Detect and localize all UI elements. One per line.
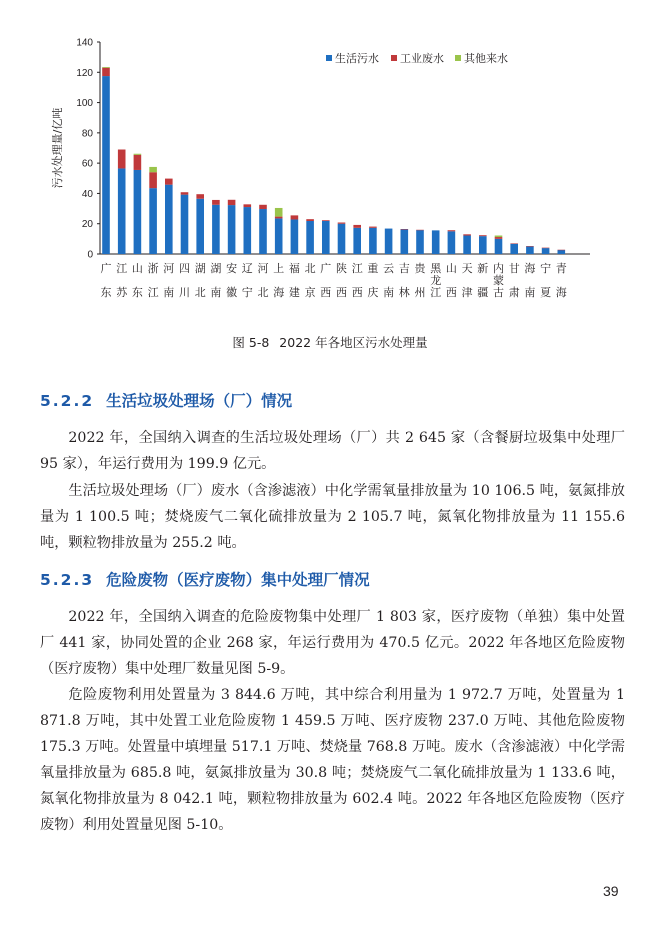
paragraph: 2022 年，全国纳入调查的生活垃圾处理场（厂）共 2 645 家（含餐厨垃圾集中处理厂 95 家），年运行费用为 199.9 亿元。 [40,430,625,472]
bar-industrial [196,194,204,199]
bar-domestic [510,244,518,254]
y-tick-label: 40 [81,188,93,200]
x-tick-label: 西 [336,286,347,299]
bar-domestic [448,231,456,254]
x-tick-label: 州 [414,286,426,299]
bar-domestic [228,205,236,254]
bar-other [275,208,283,217]
bar-domestic [542,248,550,254]
x-tick-label: 上 [273,262,285,275]
bar-industrial [338,223,346,224]
section-number: 5.2.3 [40,571,95,589]
bar-other [149,167,157,172]
bar-domestic [479,236,487,254]
x-tick-label: 福 [288,262,300,275]
x-tick-label: 新 [477,262,489,275]
x-tick-label: 宁 [241,286,253,299]
legend-label: 生活污水 [335,52,379,65]
y-tick-label: 100 [76,98,93,110]
x-tick-label: 夏 [540,286,552,299]
bar-domestic [401,229,409,254]
paragraph: 危险废物利用处置量为 3 844.6 万吨，其中综合利用量为 1 972.7 万吨，处置量为 1 871.8 万吨，其中处置工业危险废物 1 459.5 万吨、医疗废物 237.0 万吨、其他危险废物 175.3 万吨。处置量中填埋量 517.1 万吨、焚烧量 768.8 万吨。废水（含渗滤液）中化学需氧量排放量为 685.8 吨，氨氮排放量为 30.8 吨；焚烧废气二氧化硫排放量为 1 133.6 吨，氮氧化物排放量为 8 042.1 吨，颗粒物排放量为 602.4 吨。2022 年各地区危险废物（医疗废物）利用处置量见图 5-10。 [40,687,625,833]
bar-domestic [463,236,471,254]
x-tick-label: 陕 [336,262,347,275]
bar-industrial [165,179,173,185]
bar-domestic [306,221,314,254]
x-tick-label: 东 [100,286,112,299]
x-tick-label: 西 [445,286,457,299]
bar-domestic [212,205,220,254]
bar-industrial [542,248,550,249]
bar-domestic [196,199,204,254]
y-tick-label: 120 [76,67,93,79]
x-tick-label: 南 [524,286,536,299]
bar-industrial [526,246,534,247]
bar-industrial [291,215,299,219]
x-tick-label: 南 [163,286,175,299]
bar-industrial [463,234,471,235]
x-tick-label: 京 [304,286,316,299]
x-tick-label: 重 [367,262,379,275]
x-tick-label: 吉 [398,262,410,275]
bar-industrial [369,227,377,228]
bar-industrial [134,155,142,170]
bar-industrial [416,230,424,231]
y-tick-label: 60 [81,158,93,170]
bar-other [102,67,110,68]
bar-industrial [102,68,110,76]
bar-domestic [291,219,299,254]
section-title: 危险废物（医疗废物）集中处理厂情况 [106,571,370,589]
x-tick-label: 疆 [477,286,489,299]
bar-domestic [432,230,440,254]
x-tick-label: 海 [273,286,285,299]
bar-other [134,154,142,155]
bar-industrial [479,235,487,236]
x-tick-label: 河 [257,262,269,275]
x-tick-label: 古 [493,286,504,299]
y-tick-label: 140 [76,37,93,49]
bar-domestic [322,221,330,254]
x-tick-label: 四 [179,262,190,275]
x-tick-label: 江 [147,286,159,299]
x-tick-label: 天 [461,262,473,275]
x-tick-label: 江 [430,286,442,299]
bar-domestic [353,228,361,254]
bar-industrial [558,250,566,251]
x-tick-label: 云 [383,262,395,275]
wastewater-bar-chart [0,0,660,310]
x-tick-label: 甘 [508,262,520,275]
bar-domestic [118,168,126,254]
x-tick-label: 青 [555,262,567,275]
x-tick-label: 浙 [147,262,159,275]
x-tick-label: 西 [351,286,363,299]
bar-industrial [275,217,283,219]
x-tick-label: 内 [493,262,504,275]
section-title: 生活垃圾处理场（厂）情况 [106,392,293,410]
bar-domestic [338,224,346,254]
x-tick-label: 苏 [116,286,128,299]
bar-industrial [118,150,126,169]
paragraph: 生活垃圾处理场（厂）废水（含渗滤液）中化学需氧量排放量为 10 106.5 吨，氨氮排放量为 1 100.5 吨；焚烧废气二氧化硫排放量为 2 105.7 吨，氮氧化物排放量为 11 155.6 吨，颗粒物排放量为 255.2 吨。 [40,483,625,551]
x-tick-label: 川 [179,286,190,299]
x-tick-label: 津 [461,286,473,299]
bar-domestic [369,228,377,254]
x-tick-label: 北 [257,286,269,299]
page-number: 39 [603,883,619,899]
bar-industrial [212,200,220,205]
x-tick-label: 湖 [210,262,222,275]
bar-domestic [102,76,110,254]
figure-title: 2022 年各地区污水处理量 [279,335,428,350]
x-tick-label: 河 [163,262,175,275]
bar-domestic [385,229,393,254]
x-tick-label: 海 [524,262,536,275]
section-heading-5-2-3 [40,568,370,590]
x-tick-label: 东 [131,286,143,299]
bar-industrial [259,205,267,209]
x-tick-label: 南 [210,286,222,299]
bar-industrial [353,225,361,228]
bar-other [495,236,503,238]
x-tick-label: 广 [100,262,112,275]
bar-industrial [149,172,157,188]
x-tick-label: 海 [555,286,567,299]
legend-label: 工业废水 [400,52,444,65]
x-tick-label: 建 [288,286,300,299]
legend-label: 其他来水 [464,52,508,65]
bar-domestic [495,239,503,254]
bar-domestic [244,207,252,254]
x-tick-label: 山 [131,262,143,275]
x-tick-label: 西 [320,286,332,299]
paragraph: 2022 年，全国纳入调查的危险废物集中处理厂 1 803 家，医疗废物（单独）集中处置厂 441 家，协同处置的企业 268 家，年运行费用为 470.5 亿元。2022 年各地区危险废物（医疗废物）集中处理厂数量见图 5-9。 [40,609,625,677]
legend-swatch [326,55,332,61]
section-number: 5.2.2 [40,392,95,410]
x-tick-label: 湖 [194,262,206,275]
bar-domestic [526,246,534,254]
x-tick-label: 江 [116,262,128,275]
x-tick-label: 辽 [241,262,253,275]
x-tick-label: 蒙 [493,274,504,287]
bar-industrial [401,229,409,230]
bar-industrial [181,192,189,194]
x-tick-label: 徽 [226,286,238,299]
x-tick-label: 贵 [414,262,426,275]
y-tick-label: 80 [81,128,93,140]
x-tick-label: 安 [226,262,238,275]
x-tick-label: 宁 [540,262,552,275]
x-tick-label: 北 [304,262,316,275]
bar-industrial [306,219,314,221]
y-axis-label: 污水处理量/亿吨 [51,107,64,189]
bar-domestic [165,185,173,254]
bar-industrial [228,200,236,205]
figure-caption [0,333,660,351]
bar-domestic [259,209,267,254]
figure-number: 图 5-8 [232,335,270,350]
bar-industrial [510,243,518,244]
x-tick-label: 北 [194,286,206,299]
x-tick-label: 山 [445,262,457,275]
x-tick-label: 龙 [430,274,442,287]
bar-industrial [495,237,503,239]
bar-industrial [448,230,456,231]
x-tick-label: 庆 [367,286,379,299]
x-tick-label: 江 [351,262,363,275]
bar-domestic [416,230,424,254]
legend-swatch [391,55,397,61]
bar-domestic [181,195,189,254]
bar-industrial [322,220,330,221]
y-tick-label: 20 [81,219,93,231]
bar-domestic [134,170,142,254]
x-tick-label: 黑 [430,262,442,275]
legend-swatch [455,55,461,61]
bar-industrial [244,204,252,207]
x-tick-label: 南 [383,286,395,299]
section-heading-5-2-2 [40,389,292,411]
x-tick-label: 广 [320,262,332,275]
y-tick-label: 0 [87,249,93,261]
bar-domestic [558,250,566,254]
bar-domestic [149,188,157,254]
bar-domestic [275,218,283,254]
x-tick-label: 肃 [508,286,520,299]
x-tick-label: 林 [398,286,410,299]
